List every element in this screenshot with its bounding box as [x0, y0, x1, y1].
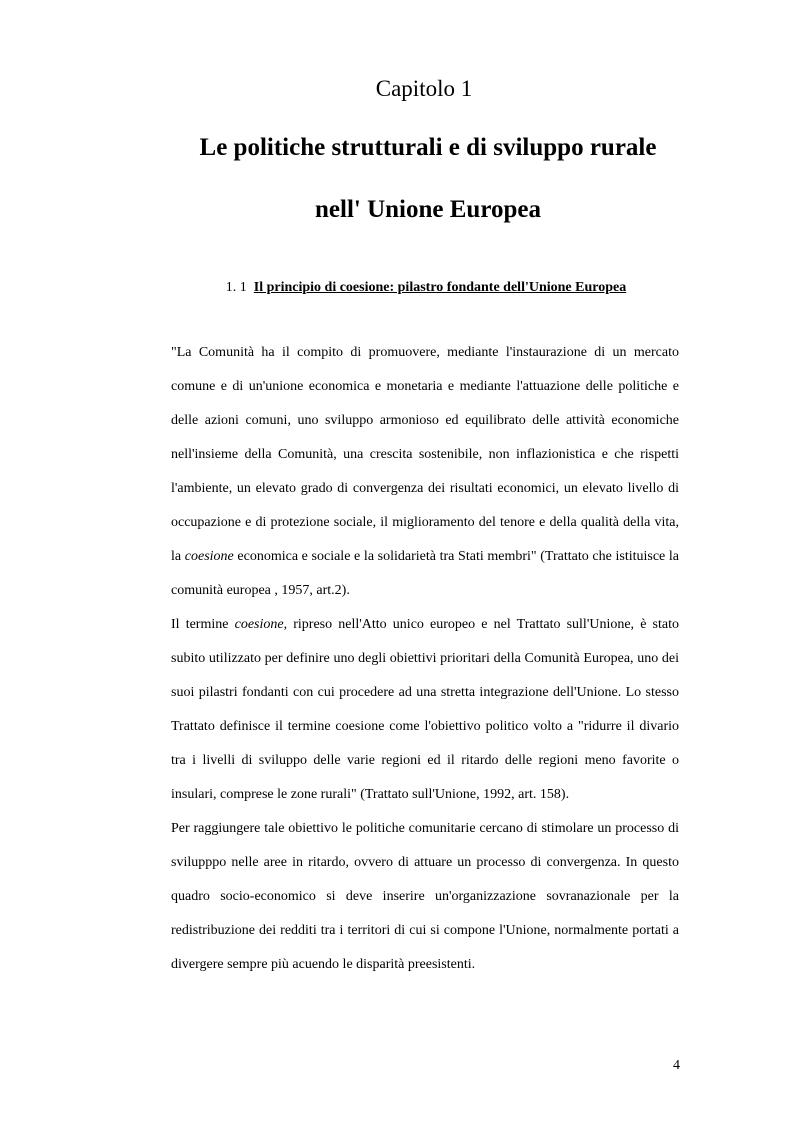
section-heading — [0, 278, 793, 298]
body-text — [171, 336, 679, 982]
paragraph-2 — [171, 608, 679, 812]
paragraph-1-part-b: economica e sociale e la solidarietà tra Stati membri" (Trattato che istituisce la comunità europea , 1957, art.2). — [171, 549, 680, 598]
paragraph-2-part-b: , ripreso nell'Atto unico europeo e nel Trattato sull'Unione, è stato subito utilizzato per definire uno degli obiettivi prioritari della Comunità Europea, uno dei suoi pilastri fondanti con cui procedere ad una stretta integrazione dell'Unione. Lo stesso Trattato definisce il termine coesione come l'obiettivo politico volto a "ridurre il divario tra i livelli di sviluppo delle varie regioni ed il ritardo delle regioni meno favorite o insulari, comprese le zone rurali" (Trattato sull'Unione, 1992, art. 158). — [171, 617, 680, 802]
chapter-title-line-1: Le politiche strutturali e di sviluppo rurale — [199, 134, 657, 161]
chapter-title-line-2: nell' Unione Europea — [315, 196, 541, 223]
chapter-label: Capitolo 1 — [375, 76, 473, 101]
paragraph-1 — [171, 336, 679, 608]
section-title: Il principio di coesione: pilastro fondante dell'Unione Europea — [253, 280, 627, 295]
paragraph-2-part-a: Il termine — [171, 617, 235, 632]
paragraph-1-part-a: "La Comunità ha il compito di promuovere, mediante l'instaurazione di un mercato comune e di un'unione economica e monetaria e mediante l'attuazione delle politiche e delle azioni comuni, uno sviluppo armonioso ed equilibrato delle attività economiche nell'insieme della Comunità, una crescita sostenibile, non inflazionistica e che rispetti l'ambiente, un elevato grado di convergenza dei risultati economici, un elevato livello di occupazione e di protezione sociale, il miglioramento del tenore e della qualità della vita, la — [171, 345, 679, 564]
paragraph-3: Per raggiungere tale obiettivo le politiche comunitarie cercano di stimolare un processo di svilupppo nelle aree in ritardo, ovvero di attuare un processo di convergenza. In questo quadro socio-economico si deve inserire un'organizzazione sovranazionale per la redistribuzione dei redditi tra i territori di cui si compone l'Unione, normalmente portati a divergere sempre più acuendo le disparità preesistenti. — [171, 821, 679, 972]
paragraph-2-emphasis: coesione — [234, 617, 284, 632]
paragraph-1-emphasis: coesione — [184, 549, 234, 564]
section-number: 1. 1 — [225, 280, 247, 295]
page-number: 4 — [673, 1058, 680, 1073]
